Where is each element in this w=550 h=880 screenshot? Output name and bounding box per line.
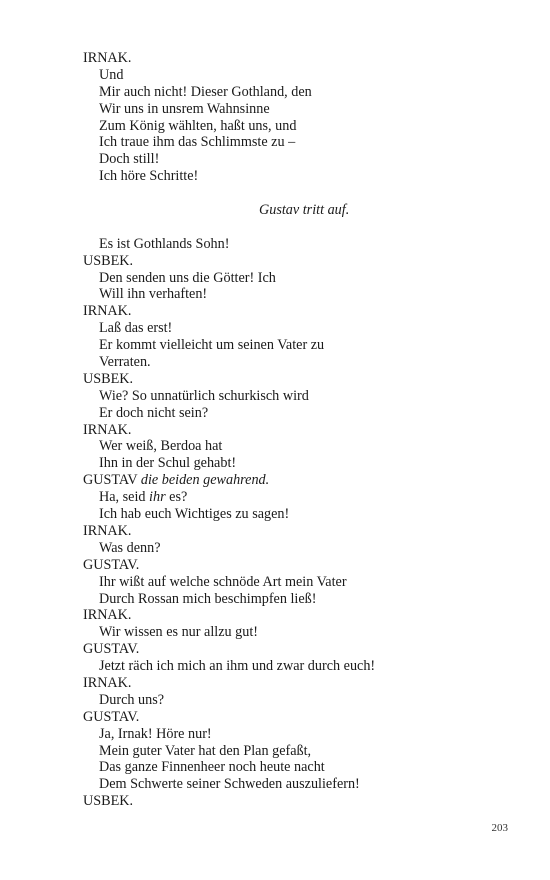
verse-line: Ich höre Schritte!: [99, 168, 199, 185]
verse-line: Wer weiß, Berdoa hat: [99, 438, 223, 455]
verse-line: Verraten.: [99, 354, 151, 371]
verse-line: Dem Schwerte seiner Schweden auszuliefern!: [99, 776, 360, 793]
verse-line: Er kommt vielleicht um seinen Vater zu: [99, 337, 325, 354]
stage-direction: Gustav tritt auf.: [259, 202, 350, 219]
verse-line: Das ganze Finnenheer noch heute nacht: [99, 759, 325, 776]
verse-line: Durch Rossan mich beschimpfen ließ!: [99, 590, 317, 607]
speaker-name: GUSTAV: [83, 472, 138, 489]
verse-line: Ich traue ihm das Schlimmste zu –: [99, 134, 296, 151]
play-text: [83, 50, 523, 810]
verse-line: [83, 489, 523, 506]
speaker-name: USBEK.: [83, 793, 134, 810]
blank-line: [83, 219, 523, 236]
verse-line: Den senden uns die Götter! Ich: [99, 269, 276, 286]
verse-line: Er doch nicht sein?: [99, 404, 209, 421]
verse-fragment: Ha, seid: [99, 489, 150, 506]
speaker-name: IRNAK.: [83, 607, 132, 624]
speaker-name: IRNAK.: [83, 303, 132, 320]
verse-line: Ja, Irnak! Höre nur!: [99, 725, 212, 742]
speaker-name: IRNAK.: [83, 421, 132, 438]
speaker-name: IRNAK.: [83, 674, 132, 691]
speaker-name: IRNAK.: [83, 50, 132, 66]
verse-line: Es ist Gothlands Sohn!: [99, 235, 230, 252]
speaker-name: IRNAK.: [83, 522, 132, 539]
verse-line: Wie? So unnatürlich schurkisch wird: [99, 387, 309, 404]
speaker-name: USBEK.: [83, 370, 134, 387]
speaker-name: GUSTAV.: [83, 708, 140, 725]
blank-line: [83, 185, 523, 202]
verse-line: Doch still!: [99, 151, 160, 168]
verse-fragment: es?: [165, 489, 188, 506]
verse-line: Ihr wißt auf welche schnöde Art mein Vater: [99, 573, 347, 590]
emphasized-word: ihr: [149, 489, 166, 506]
page-number: 203: [491, 822, 508, 834]
speaker-name: GUSTAV.: [83, 641, 140, 658]
verse-line: Wir wissen es nur allzu gut!: [99, 624, 258, 641]
verse-line: Ich hab euch Wichtiges zu sagen!: [99, 506, 290, 523]
verse-line: Jetzt räch ich mich an ihm und zwar durch euch!: [99, 658, 376, 675]
verse-line: Mir auch nicht! Dieser Gothland, den: [99, 83, 312, 100]
speaker-name: GUSTAV.: [83, 556, 140, 573]
verse-line: Und: [99, 66, 124, 83]
stage-direction: die beiden gewahrend.: [140, 472, 270, 489]
verse-line: Durch uns?: [99, 691, 165, 708]
speaker-name-with-direction: [83, 472, 523, 489]
verse-line: Wir uns in unsrem Wahnsinne: [99, 100, 270, 117]
verse-line: Mein guter Vater hat den Plan gefaßt,: [99, 742, 312, 759]
verse-line: Will ihn verhaften!: [99, 286, 208, 303]
verse-line: Was denn?: [99, 539, 161, 556]
verse-line: Zum König wählten, haßt uns, und: [99, 117, 297, 134]
speaker-name: USBEK.: [83, 252, 134, 269]
verse-line: Ihn in der Schul gehabt!: [99, 455, 237, 472]
verse-line: Laß das erst!: [99, 320, 173, 337]
